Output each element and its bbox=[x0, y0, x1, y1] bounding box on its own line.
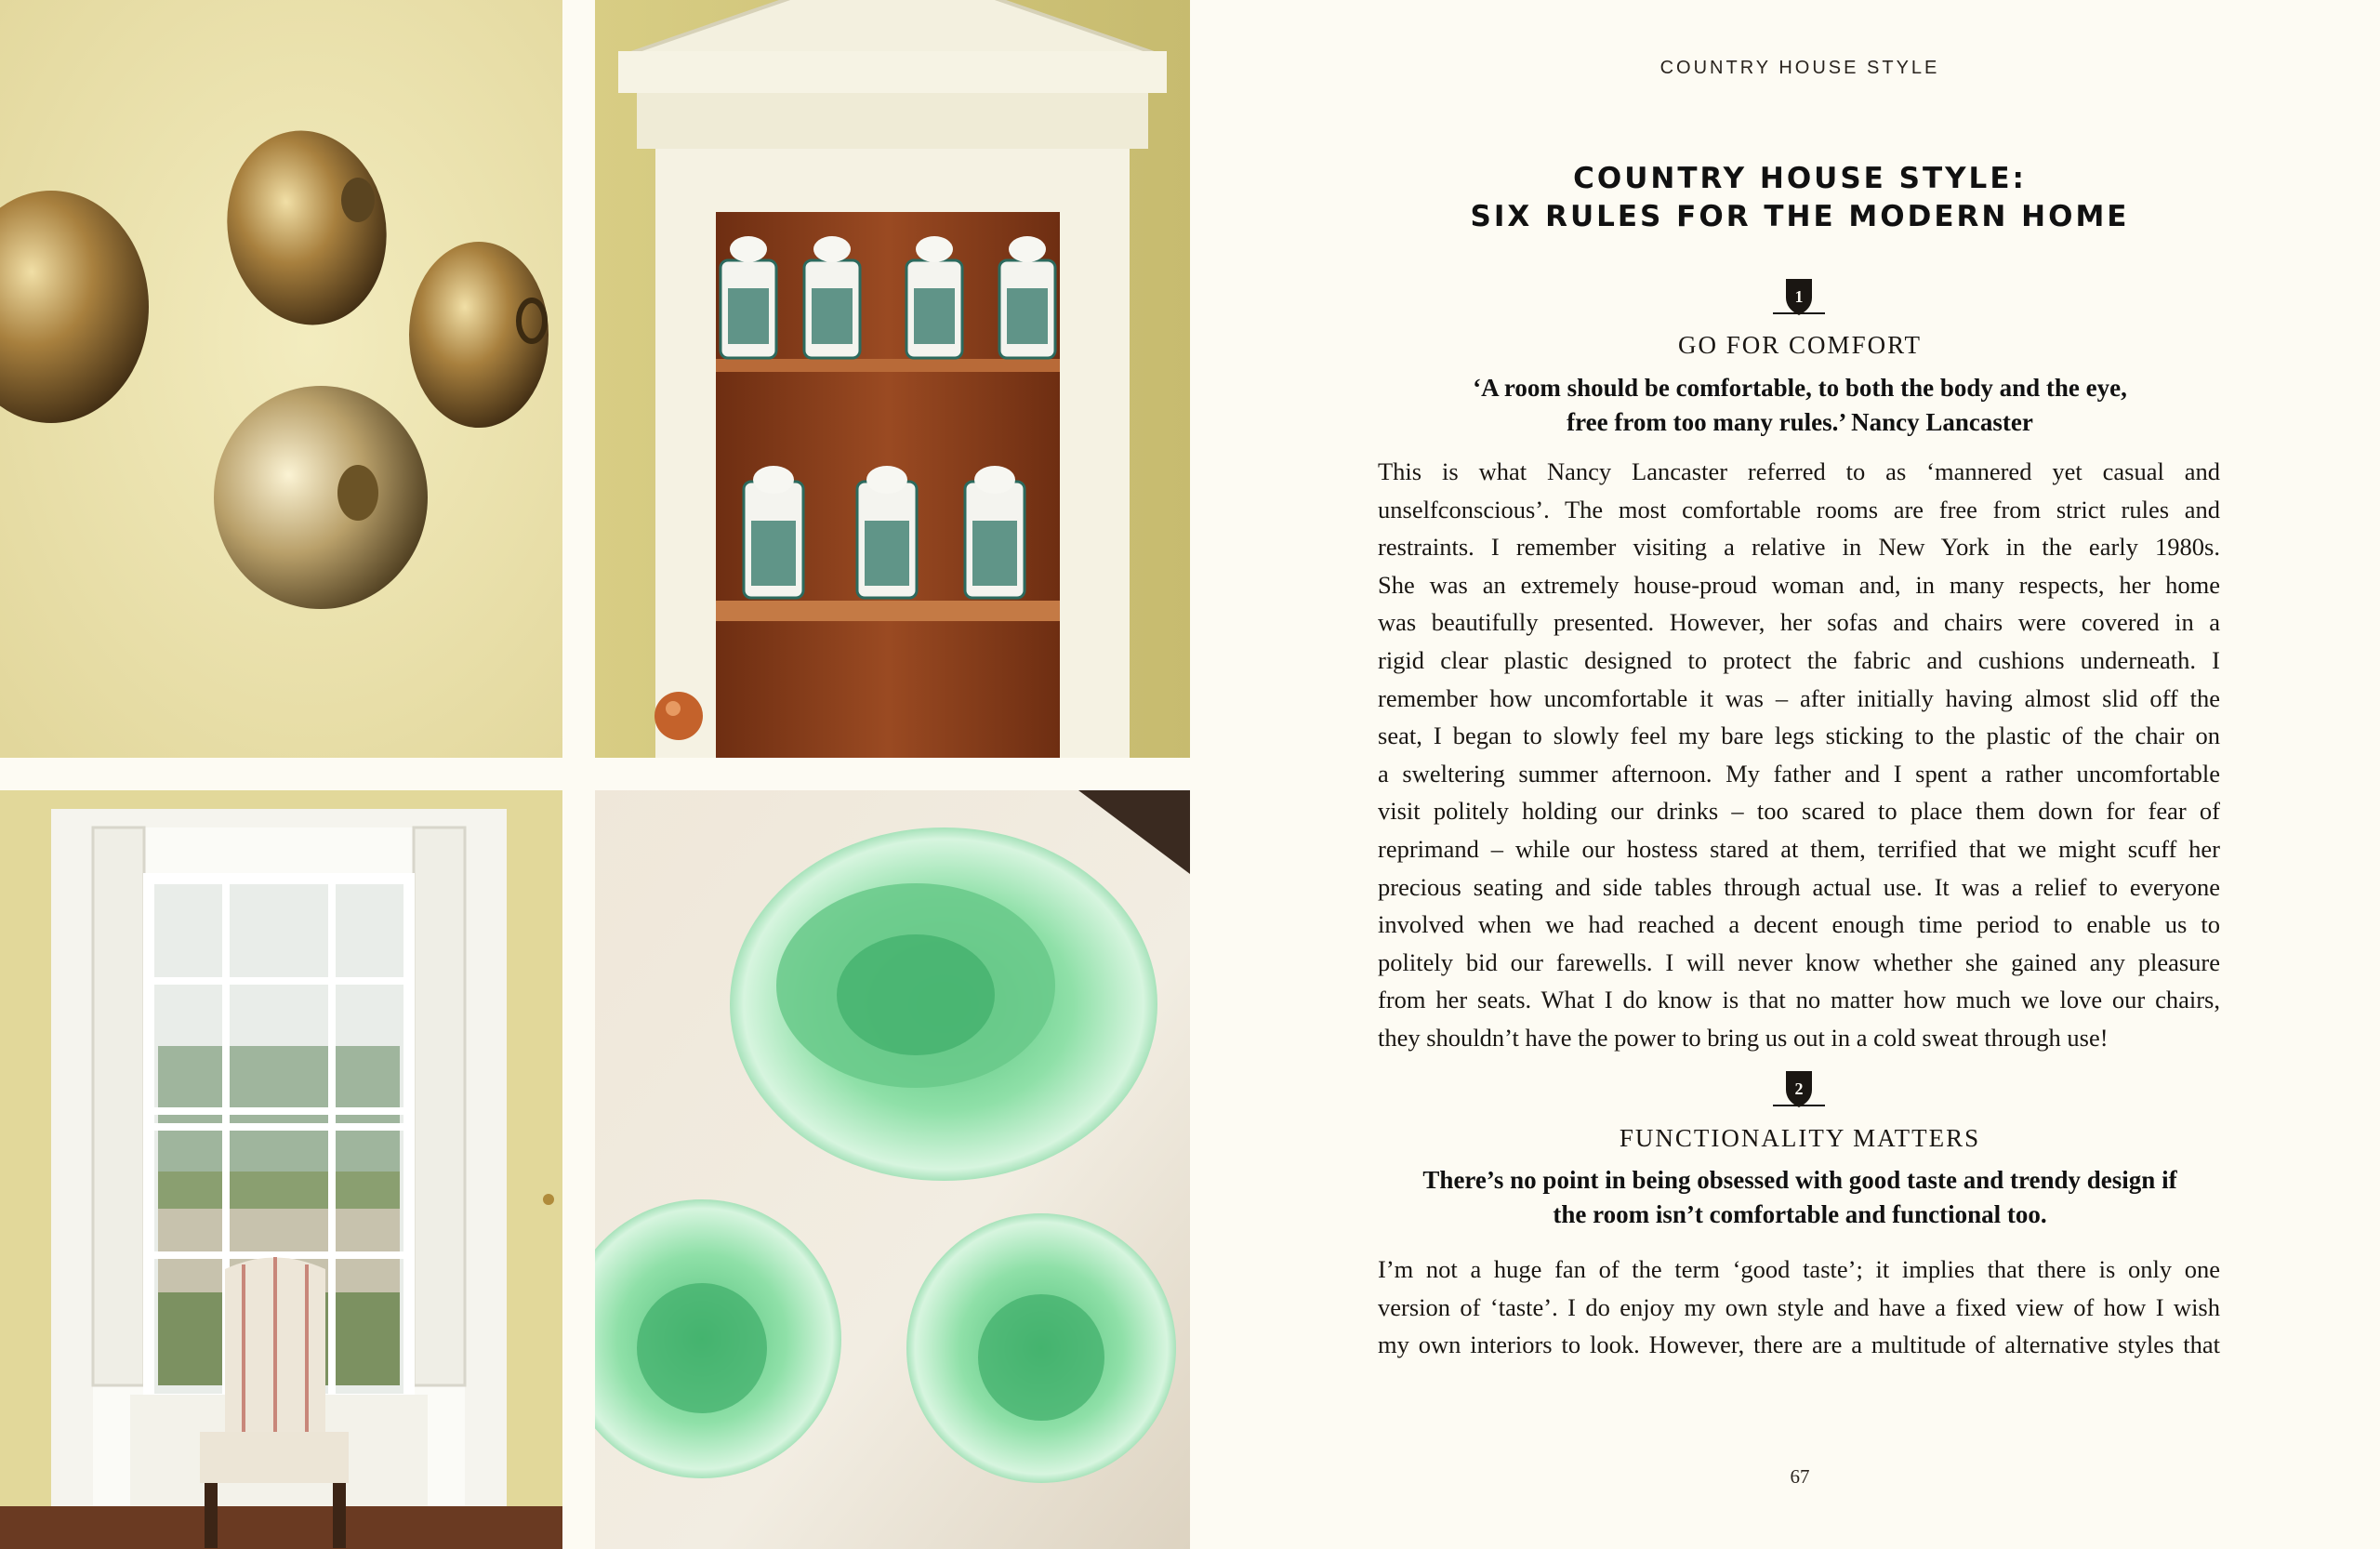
rule-body-text bbox=[1378, 1251, 2220, 1364]
body-line: from her seats. What I do know is that no matter how much we love our chairs, bbox=[1378, 986, 2220, 1014]
page-title-line-2: SIX RULES FOR THE MODERN HOME bbox=[1470, 200, 2130, 233]
body-line: was beautifully presented. However, her sofas and chairs were covered in a bbox=[1378, 608, 2220, 637]
page-title bbox=[1236, 160, 2363, 236]
rule-heading: FUNCTIONALITY MATTERS bbox=[1619, 1124, 1981, 1152]
body-line: She was an extremely house-proud woman and, in many respects, her home bbox=[1378, 570, 2220, 599]
photo-window-chair bbox=[0, 790, 562, 1549]
rule-number: 2 bbox=[1794, 1079, 1804, 1098]
rule-body-text bbox=[1378, 453, 2220, 1057]
body-line: they shouldn’t have the power to bring us out in a cold sweat through use! bbox=[1378, 1023, 2109, 1052]
body-line: version of ‘taste’. I do enjoy my own style and have a fixed view of how I wish bbox=[1378, 1292, 2220, 1321]
body-line: remember how uncomfortable it was – after initially having almost slid off the bbox=[1378, 683, 2220, 712]
rule-quote-line: ‘A room should be comfortable, to both the body and the eye, bbox=[1473, 374, 2127, 402]
shield-number-icon bbox=[1771, 275, 1827, 318]
rule-quote bbox=[1236, 1163, 2363, 1232]
photo-brass-domes bbox=[0, 0, 562, 758]
body-line: visit politely holding our drinks – too scared to place them down for fear of bbox=[1378, 797, 2220, 826]
body-line: I’m not a huge fan of the term ‘good taste’; it implies that there is only one bbox=[1378, 1255, 2220, 1283]
body-line: reprimand – while our hostess stared at them, terrified that we might scuff her bbox=[1378, 834, 2220, 863]
body-line: my own interiors to look. However, there are a multitude of alternative styles that bbox=[1378, 1331, 2220, 1359]
body-line: a sweltering summer afternoon. My father and I spent a rather uncomfortable bbox=[1378, 759, 2220, 788]
rule-number: 1 bbox=[1794, 287, 1804, 306]
running-head: COUNTRY HOUSE STYLE bbox=[1659, 58, 1940, 78]
rule-quote-line: There’s no point in being obsessed with good taste and trendy design if bbox=[1422, 1166, 2177, 1194]
shield-number-icon bbox=[1771, 1067, 1827, 1110]
page-number: 67 bbox=[1790, 1465, 1810, 1488]
text-page bbox=[1236, 0, 2380, 1549]
body-line: rigid clear plastic designed to protect the fabric and cushions underneath. I bbox=[1378, 645, 2220, 674]
body-line: restraints. I remember visiting a relative in New York in the early 1980s. bbox=[1378, 533, 2220, 562]
body-line: unselfconscious’. The most comfortable rooms are free from strict rules and bbox=[1378, 495, 2220, 523]
rule-heading: GO FOR COMFORT bbox=[1678, 331, 1922, 359]
body-line: involved when we had reached a decent enough time period to enable us to bbox=[1378, 910, 2220, 939]
rule-quote-line: the room isn’t comfortable and functional too. bbox=[1553, 1200, 2047, 1228]
rule-number-badge bbox=[1771, 1067, 1827, 1110]
body-line: seat, I began to slowly feel my bare legs sticking to the plastic of the chair on bbox=[1378, 722, 2220, 750]
photo-apothecary-cabinet bbox=[595, 0, 1190, 758]
body-line: This is what Nancy Lancaster referred to as ‘mannered yet casual and bbox=[1378, 457, 2220, 485]
body-line: politely bid our farewells. I will never know whether she gained any pleasure bbox=[1378, 947, 2220, 976]
rule-number-badge bbox=[1771, 275, 1827, 318]
page-title-line-1: COUNTRY HOUSE STYLE: bbox=[1573, 162, 2027, 195]
body-line: precious seating and side tables through actual use. It was a relief to everyone bbox=[1378, 872, 2220, 901]
photo-green-glass-bowls bbox=[595, 790, 1190, 1549]
rule-quote-line: free from too many rules.’ Nancy Lancaster bbox=[1567, 408, 2033, 436]
rule-quote bbox=[1236, 371, 2363, 440]
